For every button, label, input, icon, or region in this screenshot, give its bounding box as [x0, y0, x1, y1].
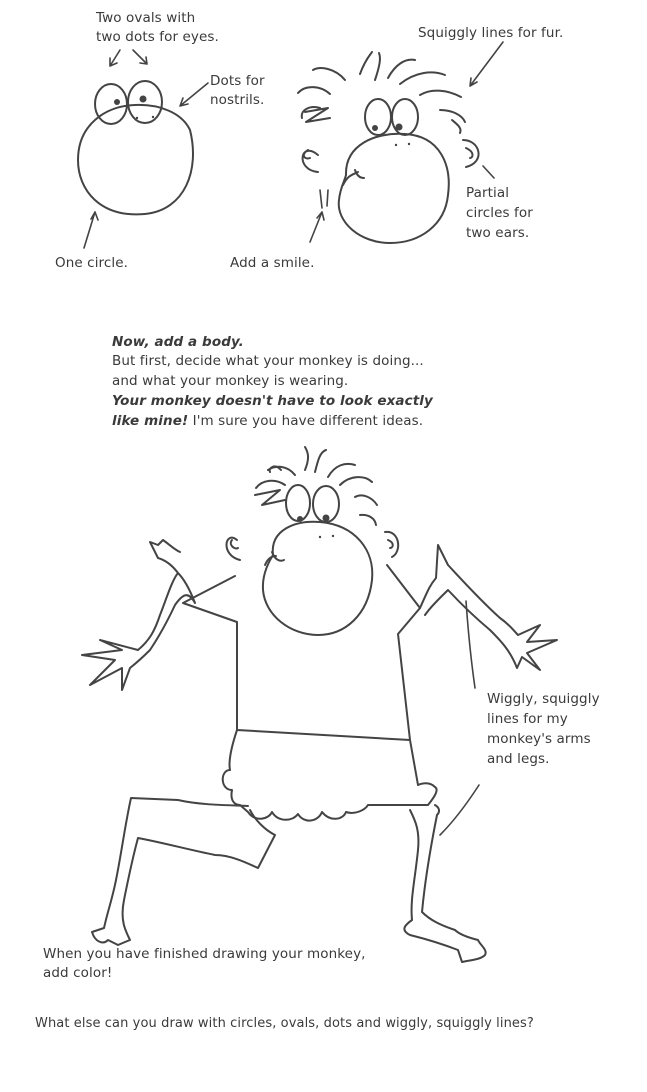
- label-arms-legs-line3: monkey's arms: [487, 731, 591, 747]
- step1-drawing: [78, 50, 208, 248]
- label-smile: Add a smile.: [230, 255, 315, 271]
- finish-line2: add color!: [43, 965, 113, 981]
- label-nostrils-line1: Dots for: [210, 73, 265, 89]
- full-monkey-drawing: [82, 447, 557, 962]
- label-circle: One circle.: [55, 255, 129, 271]
- instructions-line4-emph: like mine!: [112, 413, 189, 429]
- finish-line1: When you have finished drawing your monkey,: [43, 946, 366, 962]
- instructions-line2: and what your monkey is wearing.: [112, 373, 349, 389]
- closing-question: What else can you draw with circles, ovals, dots and wiggly, squiggly lines?: [35, 1016, 534, 1031]
- label-ears-line1: Partial: [466, 185, 510, 201]
- instructions-line4: [112, 412, 423, 431]
- label-eyes-line2: two dots for eyes.: [96, 29, 219, 45]
- label-arms-legs-line2: lines for my: [487, 711, 568, 727]
- instructions-line4-rest: I'm sure you have different ideas.: [188, 413, 424, 429]
- instructions-line1: But first, decide what your monkey is doing...: [112, 353, 424, 369]
- label-nostrils-line2: nostrils.: [210, 92, 265, 108]
- instructions-line3: Your monkey doesn't have to look exactly: [112, 393, 433, 409]
- instructions-heading: Now, add a body.: [112, 334, 244, 350]
- label-ears-line2: circles for: [466, 205, 533, 221]
- label-arms-legs-line4: and legs.: [487, 751, 550, 767]
- label-ears-line3: two ears.: [466, 225, 530, 241]
- label-eyes-line1: Two ovals with: [96, 10, 196, 26]
- label-arms-legs-line1: Wiggly, squiggly: [487, 691, 600, 707]
- label-fur: Squiggly lines for fur.: [418, 25, 564, 41]
